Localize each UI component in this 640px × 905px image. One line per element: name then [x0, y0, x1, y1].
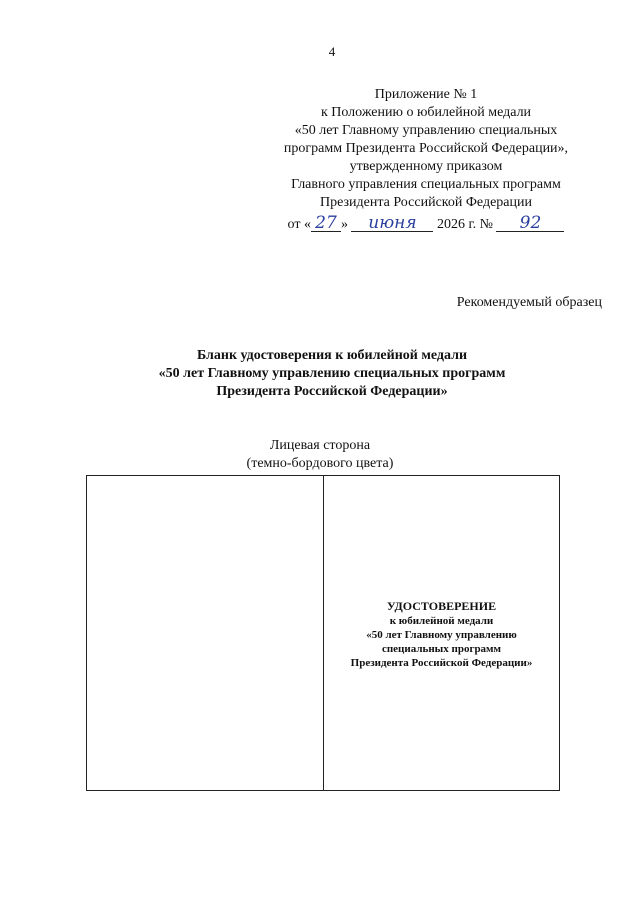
quote-close: » [340, 217, 348, 232]
certificate-left-panel [87, 476, 324, 790]
certificate-right-panel [324, 476, 559, 790]
form-title-line: Бланк удостоверения к юбилейной медали [196, 348, 468, 363]
appendix-line: «50 лет Главному управлению специальных [294, 123, 558, 138]
recommended-sample-label: Рекомендуемый образец [456, 295, 602, 310]
certificate-heading: УДОСТОВЕРЕНИЕ [386, 599, 497, 613]
order-month: июня [351, 215, 433, 232]
order-number: 92 [496, 215, 564, 232]
side-caption [0, 437, 640, 473]
side-caption-line: (темно-бордового цвета) [246, 456, 394, 471]
order-date-line [236, 215, 616, 234]
appendix-line: программ Президента Российской Федерации», [283, 141, 569, 156]
form-title [0, 347, 640, 401]
order-day: 27 [311, 215, 341, 232]
appendix-line: утвержденному приказом [349, 159, 503, 174]
appendix-block [236, 86, 616, 234]
form-title-line: «50 лет Главному управлению специальных программ [158, 366, 506, 381]
appendix-title: Приложение № 1 [374, 87, 478, 102]
form-title-line: Президента Российской Федерации» [216, 384, 448, 399]
order-year-text: 2026 г. № [436, 217, 493, 232]
appendix-line: Президента Российской Федерации [320, 195, 532, 210]
certificate-cover-text [324, 599, 559, 670]
side-caption-line: Лицевая сторона [269, 438, 371, 453]
date-prefix: от « [287, 217, 311, 232]
certificate-line: Президента Российской Федерации» [350, 657, 533, 669]
appendix-line: к Положению о юбилейной медали [320, 105, 532, 120]
certificate-line: к юбилейной медали [389, 615, 494, 627]
certificate-form [86, 475, 560, 791]
page-number: 4 [328, 44, 336, 59]
certificate-line: специальных программ [381, 643, 502, 655]
certificate-line: «50 лет Главному управлению [366, 629, 517, 641]
appendix-line: Главного управления специальных программ [291, 177, 561, 192]
